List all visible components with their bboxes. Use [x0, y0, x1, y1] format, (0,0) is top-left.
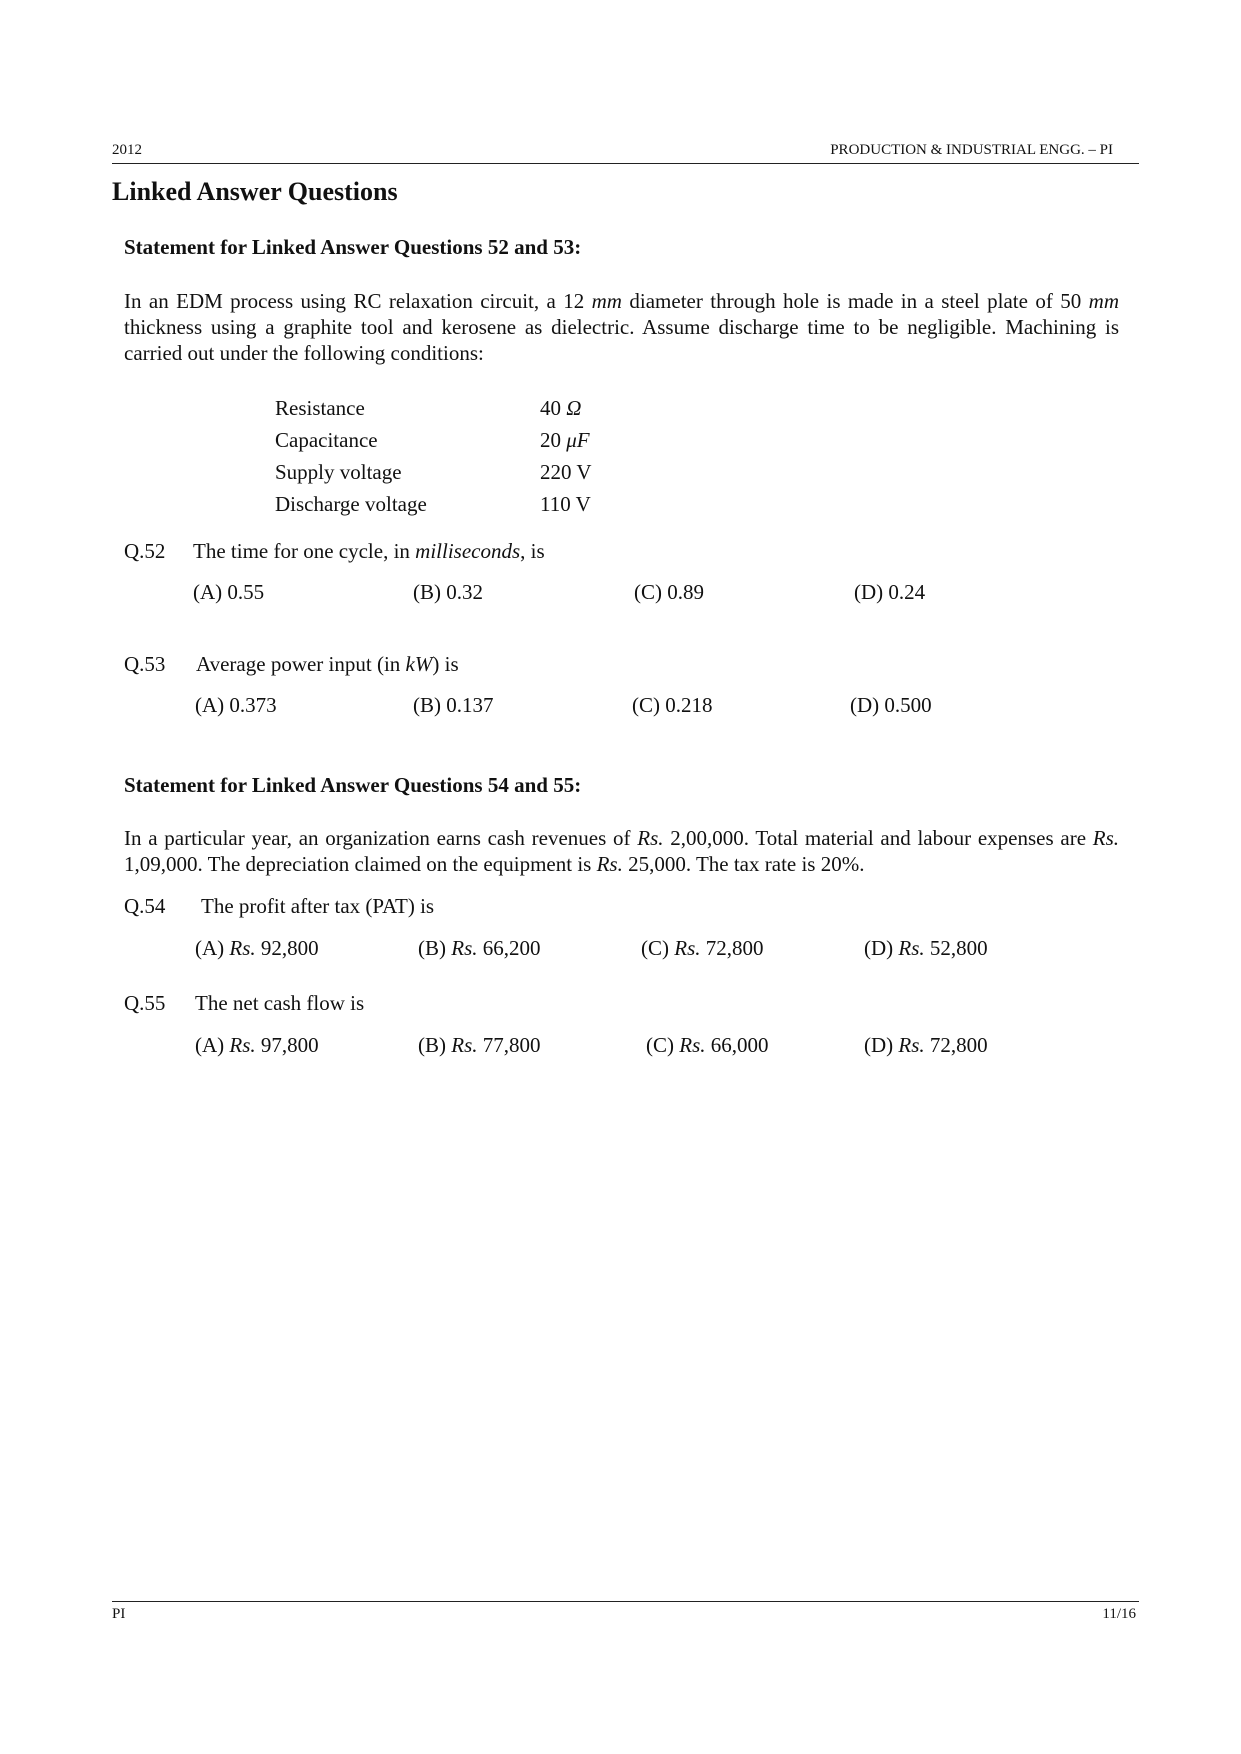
q55-option-a: (A) Rs. 97,800 — [195, 1033, 319, 1057]
statement-title-54-55: Statement for Linked Answer Questions 54 and 55: — [124, 773, 582, 797]
header-paper-title: PRODUCTION & INDUSTRIAL ENGG. – PI — [830, 142, 1113, 158]
footer-rule — [112, 1601, 1139, 1602]
question-number-54: Q.54 — [124, 894, 166, 918]
condition-value-discharge-voltage: 110 V — [540, 492, 591, 516]
q53-option-d: (D) 0.500 — [850, 693, 932, 717]
question-text-52: The time for one cycle, in milliseconds, is — [193, 539, 545, 563]
q54-option-a: (A) Rs. 92,800 — [195, 936, 319, 960]
q55-option-b: (B) Rs. 77,800 — [418, 1033, 541, 1057]
q52-option-b: (B) 0.32 — [413, 580, 483, 604]
header-year: 2012 — [112, 142, 142, 158]
footer-paper-code: PI — [112, 1606, 126, 1622]
q54-option-d: (D) Rs. 52,800 — [864, 936, 988, 960]
question-number-52: Q.52 — [124, 539, 166, 563]
condition-label-capacitance: Capacitance — [275, 428, 378, 452]
statement-54-55-paragraph: In a particular year, an organization earns cash revenues of Rs. 2,00,000. Total material and labour expenses are Rs. 1,09,000. The depreciation claimed on the equipment is Rs. 25,000. The tax rate is 20%. — [124, 826, 1120, 876]
question-number-53: Q.53 — [124, 652, 166, 676]
question-text-54: The profit after tax (PAT) is — [201, 894, 435, 918]
question-text-55: The net cash flow is — [195, 991, 365, 1015]
condition-label-resistance: Resistance — [275, 396, 365, 420]
q53-option-a: (A) 0.373 — [195, 693, 277, 717]
header-rule — [112, 163, 1139, 164]
q55-option-c: (C) Rs. 66,000 — [646, 1033, 769, 1057]
question-number-55: Q.55 — [124, 991, 166, 1015]
condition-value-capacitance: 20 μF — [540, 428, 590, 452]
q53-option-c: (C) 0.218 — [632, 693, 713, 717]
condition-value-resistance: 40 Ω — [540, 396, 582, 420]
statement-title-52-53: Statement for Linked Answer Questions 52 and 53: — [124, 235, 582, 259]
q54-option-b: (B) Rs. 66,200 — [418, 936, 541, 960]
q55-option-d: (D) Rs. 72,800 — [864, 1033, 988, 1057]
q53-option-b: (B) 0.137 — [413, 693, 494, 717]
condition-label-supply-voltage: Supply voltage — [275, 460, 402, 484]
section-title: Linked Answer Questions — [112, 177, 398, 206]
statement-52-53-paragraph: In an EDM process using RC relaxation circuit, a 12 mm diameter through hole is made in a steel plate of 50 mm thickness using a graphite tool and kerosene as dielectric. Assume discharge time to be negligible. Machining is carried out under the following conditions: — [124, 289, 1119, 365]
question-text-53: Average power input (in kW) is — [196, 652, 459, 676]
q52-option-c: (C) 0.89 — [634, 580, 704, 604]
condition-value-supply-voltage: 220 V — [540, 460, 592, 484]
q52-option-d: (D) 0.24 — [854, 580, 926, 604]
condition-label-discharge-voltage: Discharge voltage — [275, 492, 427, 516]
footer-page-number: 11/16 — [1102, 1606, 1136, 1622]
q52-option-a: (A) 0.55 — [193, 580, 265, 604]
q54-option-c: (C) Rs. 72,800 — [641, 936, 764, 960]
